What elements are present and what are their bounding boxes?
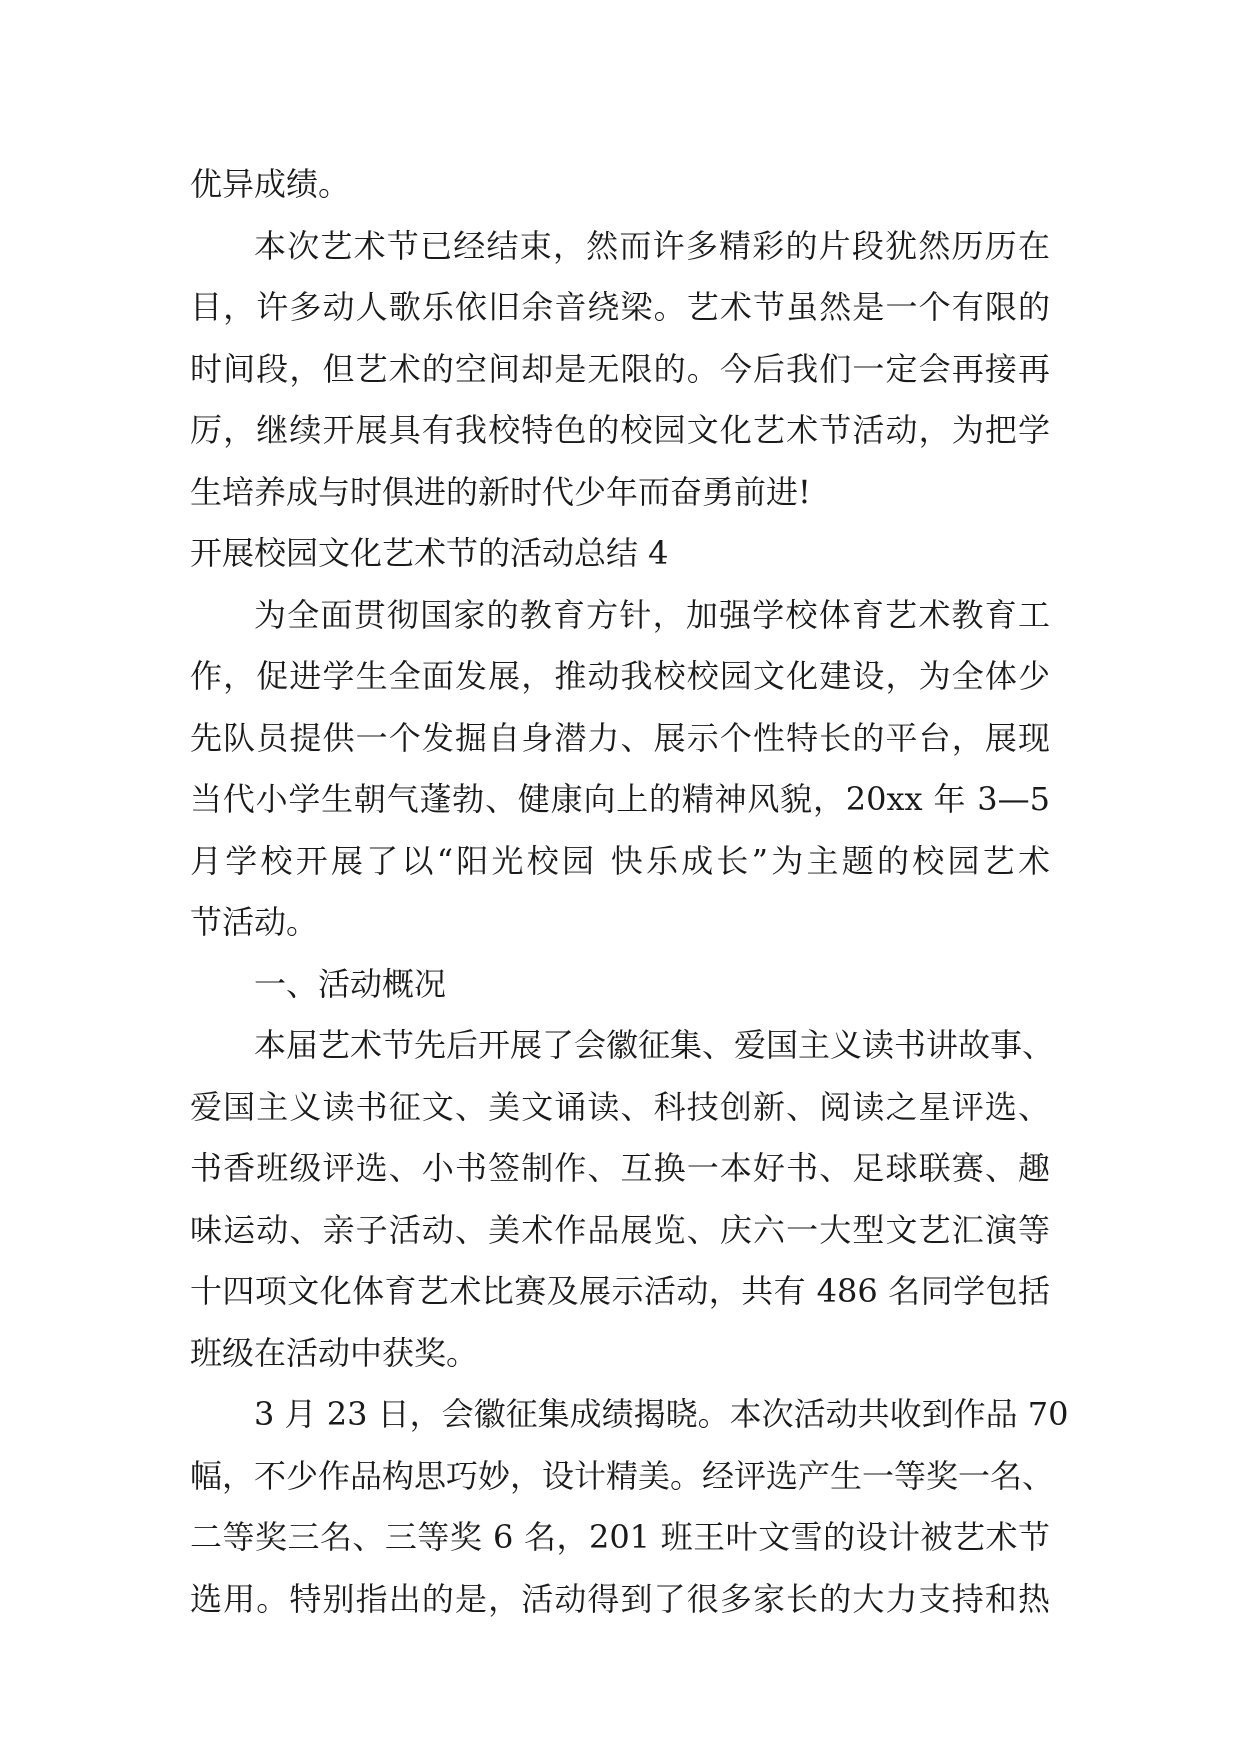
section-heading: 开展校园文化艺术节的活动总结 4 — [190, 534, 669, 572]
document-body — [190, 154, 1069, 1630]
text-line: 厉，继续开展具有我校特色的校园文化艺术节活动，为把学 — [190, 411, 1050, 449]
text-line: 二等奖三名、三等奖 6 名，201 班王叶文雪的设计被艺术节 — [190, 1518, 1050, 1556]
text-line: 味运动、亲子活动、美术作品展览、庆六一大型文艺汇演等 — [190, 1210, 1050, 1249]
text-line: 先队员提供一个发掘自身潜力、展示个性特长的平台，展现 — [190, 718, 1050, 757]
text-line: 本次艺术节已经结束，然而许多精彩的片段犹然历历在 — [254, 226, 1050, 265]
text-line: 时间段，但艺术的空间却是无限的。今后我们一定会再接再 — [190, 349, 1050, 388]
text-line: 当代小学生朝气蓬勃、健康向上的精神风貌，20xx 年 3—5 — [190, 780, 1050, 818]
text-line: 作，促进学生全面发展，推动我校校园文化建设，为全体少 — [190, 657, 1050, 695]
text-line: 爱国主义读书征文、美文诵读、科技创新、阅读之星评选、 — [190, 1087, 1050, 1126]
text-line: 书香班级评选、小书签制作、互换一本好书、足球联赛、趣 — [190, 1149, 1050, 1187]
text-line: 十四项文化体育艺术比赛及展示活动，共有 486 名同学包括 — [190, 1272, 1050, 1310]
text-line: 为全面贯彻国家的教育方针，加强学校体育艺术教育工 — [254, 595, 1050, 634]
text-line: 本届艺术节先后开展了会徽征集、爱国主义读书讲故事、 — [254, 1026, 1055, 1064]
text-line: 优异成绩。 — [190, 165, 351, 203]
subsection-heading: 一、活动概况 — [254, 964, 447, 1003]
text-line: 选用。特别指出的是，活动得到了很多家长的大力支持和热 — [190, 1579, 1050, 1618]
text-line: 节活动。 — [190, 903, 319, 941]
text-line: 月学校开展了以“阳光校园 快乐成长”为主题的校园艺术 — [190, 841, 1050, 880]
text-line: 生培养成与时俱进的新时代少年而奋勇前进! — [190, 472, 811, 511]
text-line: 班级在活动中获奖。 — [190, 1333, 479, 1372]
text-line: 幅，不少作品构思巧妙，设计精美。经评选产生一等奖一名、 — [190, 1456, 1055, 1495]
text-line: 3 月 23 日，会徽征集成绩揭晓。本次活动共收到作品 70 — [254, 1395, 1069, 1433]
text-line: 目，许多动人歌乐依旧余音绕梁。艺术节虽然是一个有限的 — [190, 288, 1050, 326]
